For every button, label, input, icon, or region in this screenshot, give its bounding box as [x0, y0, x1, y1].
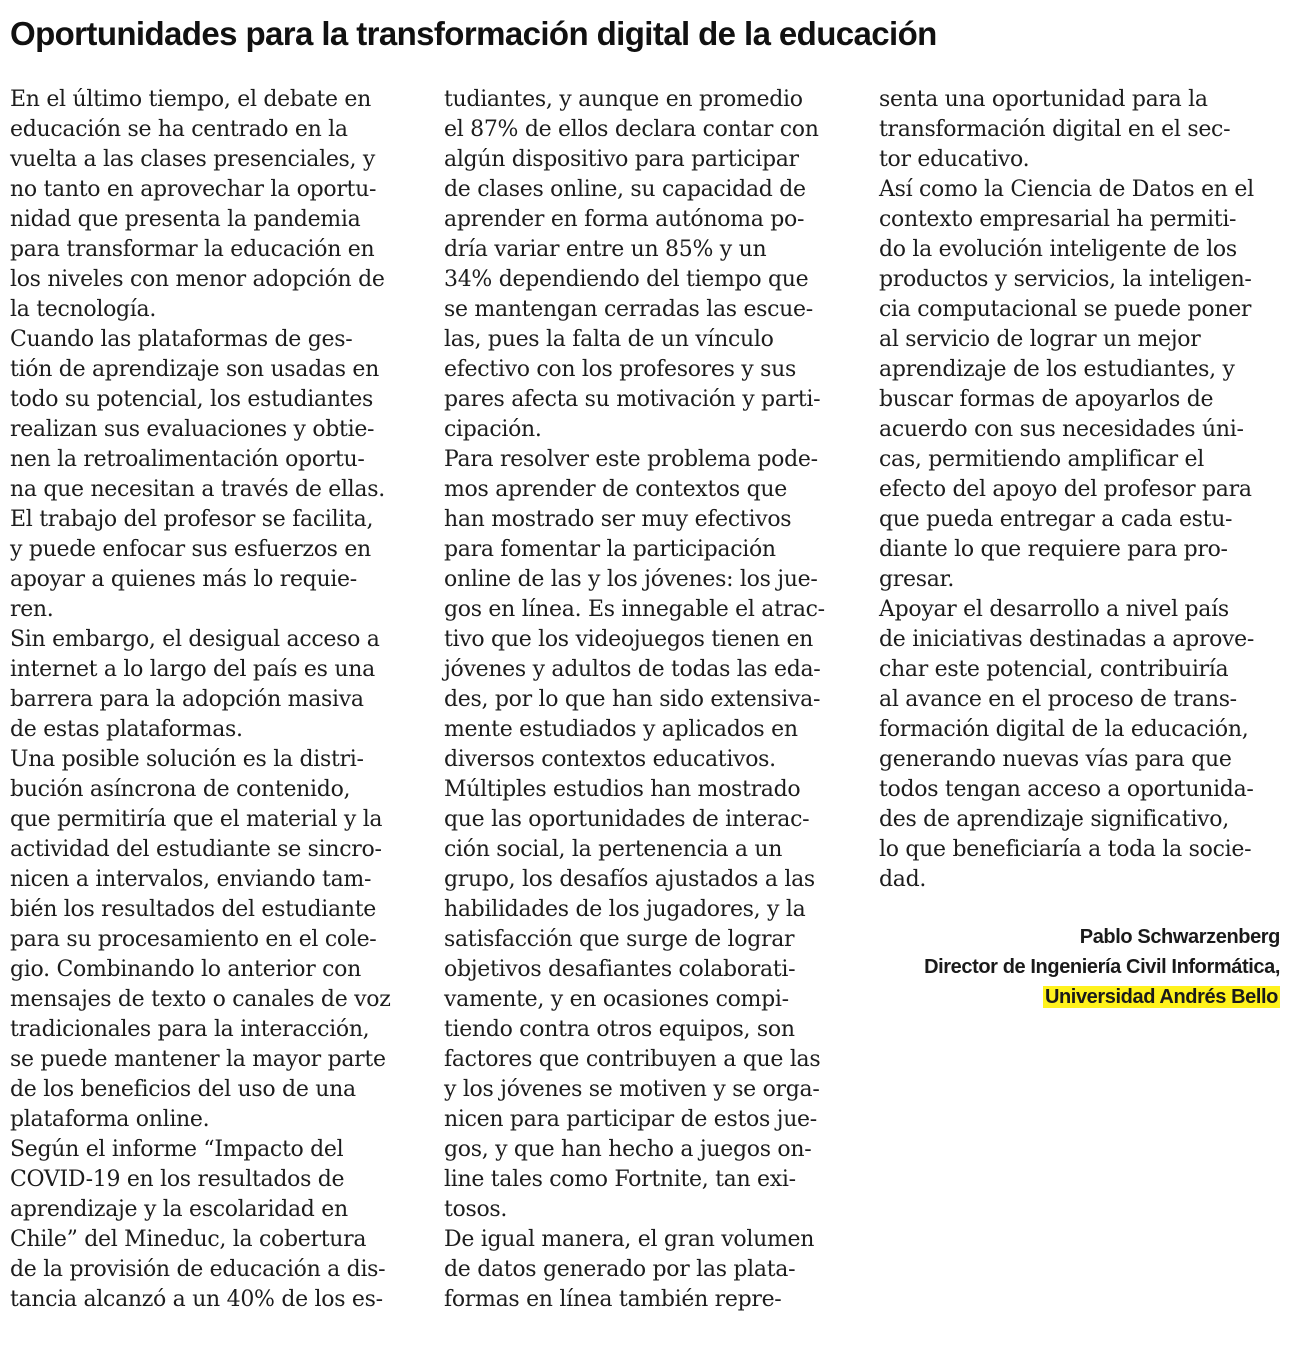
text-line: realizan sus evaluaciones y obtie- — [10, 417, 375, 442]
text-line: efecto del apoyo del profesor para — [879, 477, 1252, 502]
text-line: Según el informe “Impacto del — [10, 1137, 344, 1162]
text-line: contexto empresarial ha permiti- — [879, 207, 1237, 232]
text-line: barrera para la adopción masiva — [10, 687, 364, 712]
text-line: tosos. — [444, 1197, 508, 1222]
text-line: objetivos desafiantes colaborati- — [444, 957, 796, 982]
text-line: de iniciativas destinadas a aprove- — [879, 627, 1255, 652]
text-line: efectivo con los profesores y sus — [444, 357, 796, 382]
text-line: des de aprendizaje significativo, — [879, 807, 1229, 832]
text-line: se puede mantener la mayor parte — [10, 1047, 386, 1072]
text-line: tiendo contra otros equipos, son — [444, 1017, 795, 1042]
text-line: Sin embargo, el desigual acceso a — [10, 627, 380, 652]
text-line: el 87% de ellos declara contar con — [444, 117, 819, 142]
text-line: que las oportunidades de interac- — [444, 807, 810, 832]
text-line: cipación. — [444, 417, 542, 442]
text-line: ren. — [10, 597, 54, 622]
text-line: productos y servicios, la inteligen- — [879, 267, 1252, 292]
text-line: buscar formas de apoyarlos de — [879, 387, 1214, 412]
byline — [924, 922, 1280, 1012]
text-line: transformación digital en el sec- — [879, 117, 1231, 142]
text-line: Una posible solución es la distri- — [10, 747, 364, 772]
text-line: cas, permitiendo amplificar el — [879, 447, 1204, 472]
text-line: De igual manera, el gran volumen — [444, 1227, 815, 1252]
text-line: acuerdo con sus necesidades úni- — [879, 417, 1244, 442]
text-line: 34% dependiendo del tiempo que — [444, 267, 809, 292]
text-line: se mantengan cerradas las escue- — [444, 297, 813, 322]
text-line: gos, y que han hecho a juegos on- — [444, 1137, 812, 1162]
text-line: tivo que los videojuegos tienen en — [444, 627, 814, 652]
text-line: Cuando las plataformas de ges- — [10, 327, 353, 352]
text-line: para su procesamiento en el cole- — [10, 927, 377, 952]
text-line: los niveles con menor adopción de — [10, 267, 385, 292]
text-line: des, por lo que han sido extensiva- — [444, 687, 821, 712]
text-line: line tales como Fortnite, tan exi- — [444, 1167, 796, 1192]
text-line: bución asíncrona de contenido, — [10, 777, 351, 802]
text-line: gio. Combinando lo anterior con — [10, 957, 361, 982]
text-line: habilidades de los jugadores, y la — [444, 897, 806, 922]
text-line: todo su potencial, los estudiantes — [10, 387, 373, 412]
text-line: al servicio de lograr un mejor — [879, 327, 1201, 352]
text-line: Apoyar el desarrollo a nivel país — [879, 597, 1229, 622]
text-line: tudiantes, y aunque en promedio — [444, 87, 803, 112]
article-column-3 — [879, 85, 1284, 895]
text-line: mensajes de texto o canales de voz — [10, 987, 391, 1012]
text-line: tor educativo. — [879, 147, 1030, 172]
text-line: gos en línea. Es innegable el atrac- — [444, 597, 825, 622]
text-line: mente estudiados y aplicados en — [444, 717, 798, 742]
text-line: para transformar la educación en — [10, 237, 375, 262]
text-line: lo que beneficiaría a toda la socie- — [879, 837, 1252, 862]
text-line: vuelta a las clases presenciales, y — [10, 147, 376, 172]
text-line: gresar. — [879, 567, 955, 592]
author-role: Director de Ingeniería Civil Informática, — [924, 956, 1280, 978]
text-line: na que necesitan a través de ellas. — [10, 477, 385, 502]
text-line: satisfacción que surge de lograr — [444, 927, 795, 952]
text-line: plataforma online. — [10, 1107, 210, 1132]
text-line: Para resolver este problema pode- — [444, 447, 818, 472]
text-line: educación se ha centrado en la — [10, 117, 348, 142]
text-line: nen la retroalimentación oportu- — [10, 447, 365, 472]
text-line: Múltiples estudios han mostrado — [444, 777, 801, 802]
author-name: Pablo Schwarzenberg — [1079, 926, 1280, 948]
text-line: nicen para participar de estos jue- — [444, 1107, 817, 1132]
article-title: Oportunidades para la transformación digital de la educación — [10, 15, 937, 52]
text-line: ción social, la pertenencia a un — [444, 837, 783, 862]
text-line: al avance en el proceso de trans- — [879, 687, 1237, 712]
text-line: formación digital de la educación, — [879, 717, 1249, 742]
text-line: aprendizaje y la escolaridad en — [10, 1197, 348, 1222]
text-line: y los jóvenes se motiven y se orga- — [444, 1077, 820, 1102]
text-line: de los beneficios del uso de una — [10, 1077, 356, 1102]
text-line: la tecnología. — [10, 297, 157, 322]
article-column-2 — [444, 85, 849, 1315]
text-line: aprendizaje de los estudiantes, y — [879, 357, 1235, 382]
text-line: char este potencial, contribuiría — [879, 657, 1229, 682]
text-line: En el último tiempo, el debate en — [10, 87, 372, 112]
text-line: de la provisión de educación a dis- — [10, 1257, 386, 1282]
text-line: nicen a intervalos, enviando tam- — [10, 867, 372, 892]
text-line: pares afecta su motivación y parti- — [444, 387, 821, 412]
text-line: mos aprender de contextos que — [444, 477, 787, 502]
article-column-1 — [10, 85, 415, 1315]
text-line: El trabajo del profesor se facilita, — [10, 507, 374, 532]
text-line: formas en línea también repre- — [444, 1287, 782, 1312]
text-line: generando nuevas vías para que — [879, 747, 1232, 772]
text-line: bién los resultados del estudiante — [10, 897, 376, 922]
text-line: jóvenes y adultos de todas las eda- — [444, 657, 821, 682]
text-line: cia computacional se puede poner — [879, 297, 1252, 322]
text-line: de clases online, su capacidad de — [444, 177, 806, 202]
text-line: actividad del estudiante se sincro- — [10, 837, 382, 862]
text-line: Chile” del Mineduc, la cobertura — [10, 1227, 367, 1252]
text-line: diante lo que requiere para pro- — [879, 537, 1228, 562]
text-line: diversos contextos educativos. — [444, 747, 776, 772]
text-line: las, pues la falta de un vínculo — [444, 327, 774, 352]
text-line: dad. — [879, 867, 927, 892]
text-line: tión de aprendizaje son usadas en — [10, 357, 379, 382]
author-institution: Universidad Andrés Bello — [1044, 986, 1278, 1008]
text-line: todos tengan acceso a oportunida- — [879, 777, 1254, 802]
text-line: tancia alcanzó a un 40% de los es- — [10, 1287, 383, 1312]
text-line: de estas plataformas. — [10, 717, 243, 742]
text-line: no tanto en aprovechar la oportu- — [10, 177, 377, 202]
text-line: algún dispositivo para participar — [444, 147, 799, 172]
text-line: vamente, y en ocasiones compi- — [444, 987, 789, 1012]
text-line: do la evolución inteligente de los — [879, 237, 1237, 262]
text-line: factores que contribuyen a que las — [444, 1047, 821, 1072]
text-line: internet a lo largo del país es una — [10, 657, 375, 682]
text-line: de datos generado por las plata- — [444, 1257, 796, 1282]
text-line: Así como la Ciencia de Datos en el — [879, 177, 1254, 202]
text-line: nidad que presenta la pandemia — [10, 207, 361, 232]
text-line: y puede enfocar sus esfuerzos en — [10, 537, 371, 562]
text-line: grupo, los desafíos ajustados a las — [444, 867, 815, 892]
text-line: para fomentar la participación — [444, 537, 776, 562]
text-line: que permitiría que el material y la — [10, 807, 383, 832]
text-line: han mostrado ser muy efectivos — [444, 507, 792, 532]
text-line: senta una oportunidad para la — [879, 87, 1208, 112]
text-line: dría variar entre un 85% y un — [444, 237, 767, 262]
text-line: aprender en forma autónoma po- — [444, 207, 805, 232]
text-line: tradicionales para la interacción, — [10, 1017, 370, 1042]
text-line: que pueda entregar a cada estu- — [879, 507, 1233, 532]
text-line: online de las y los jóvenes: los jue- — [444, 567, 818, 592]
text-line: COVID-19 en los resultados de — [10, 1167, 345, 1192]
text-line: apoyar a quienes más lo requie- — [10, 567, 357, 592]
